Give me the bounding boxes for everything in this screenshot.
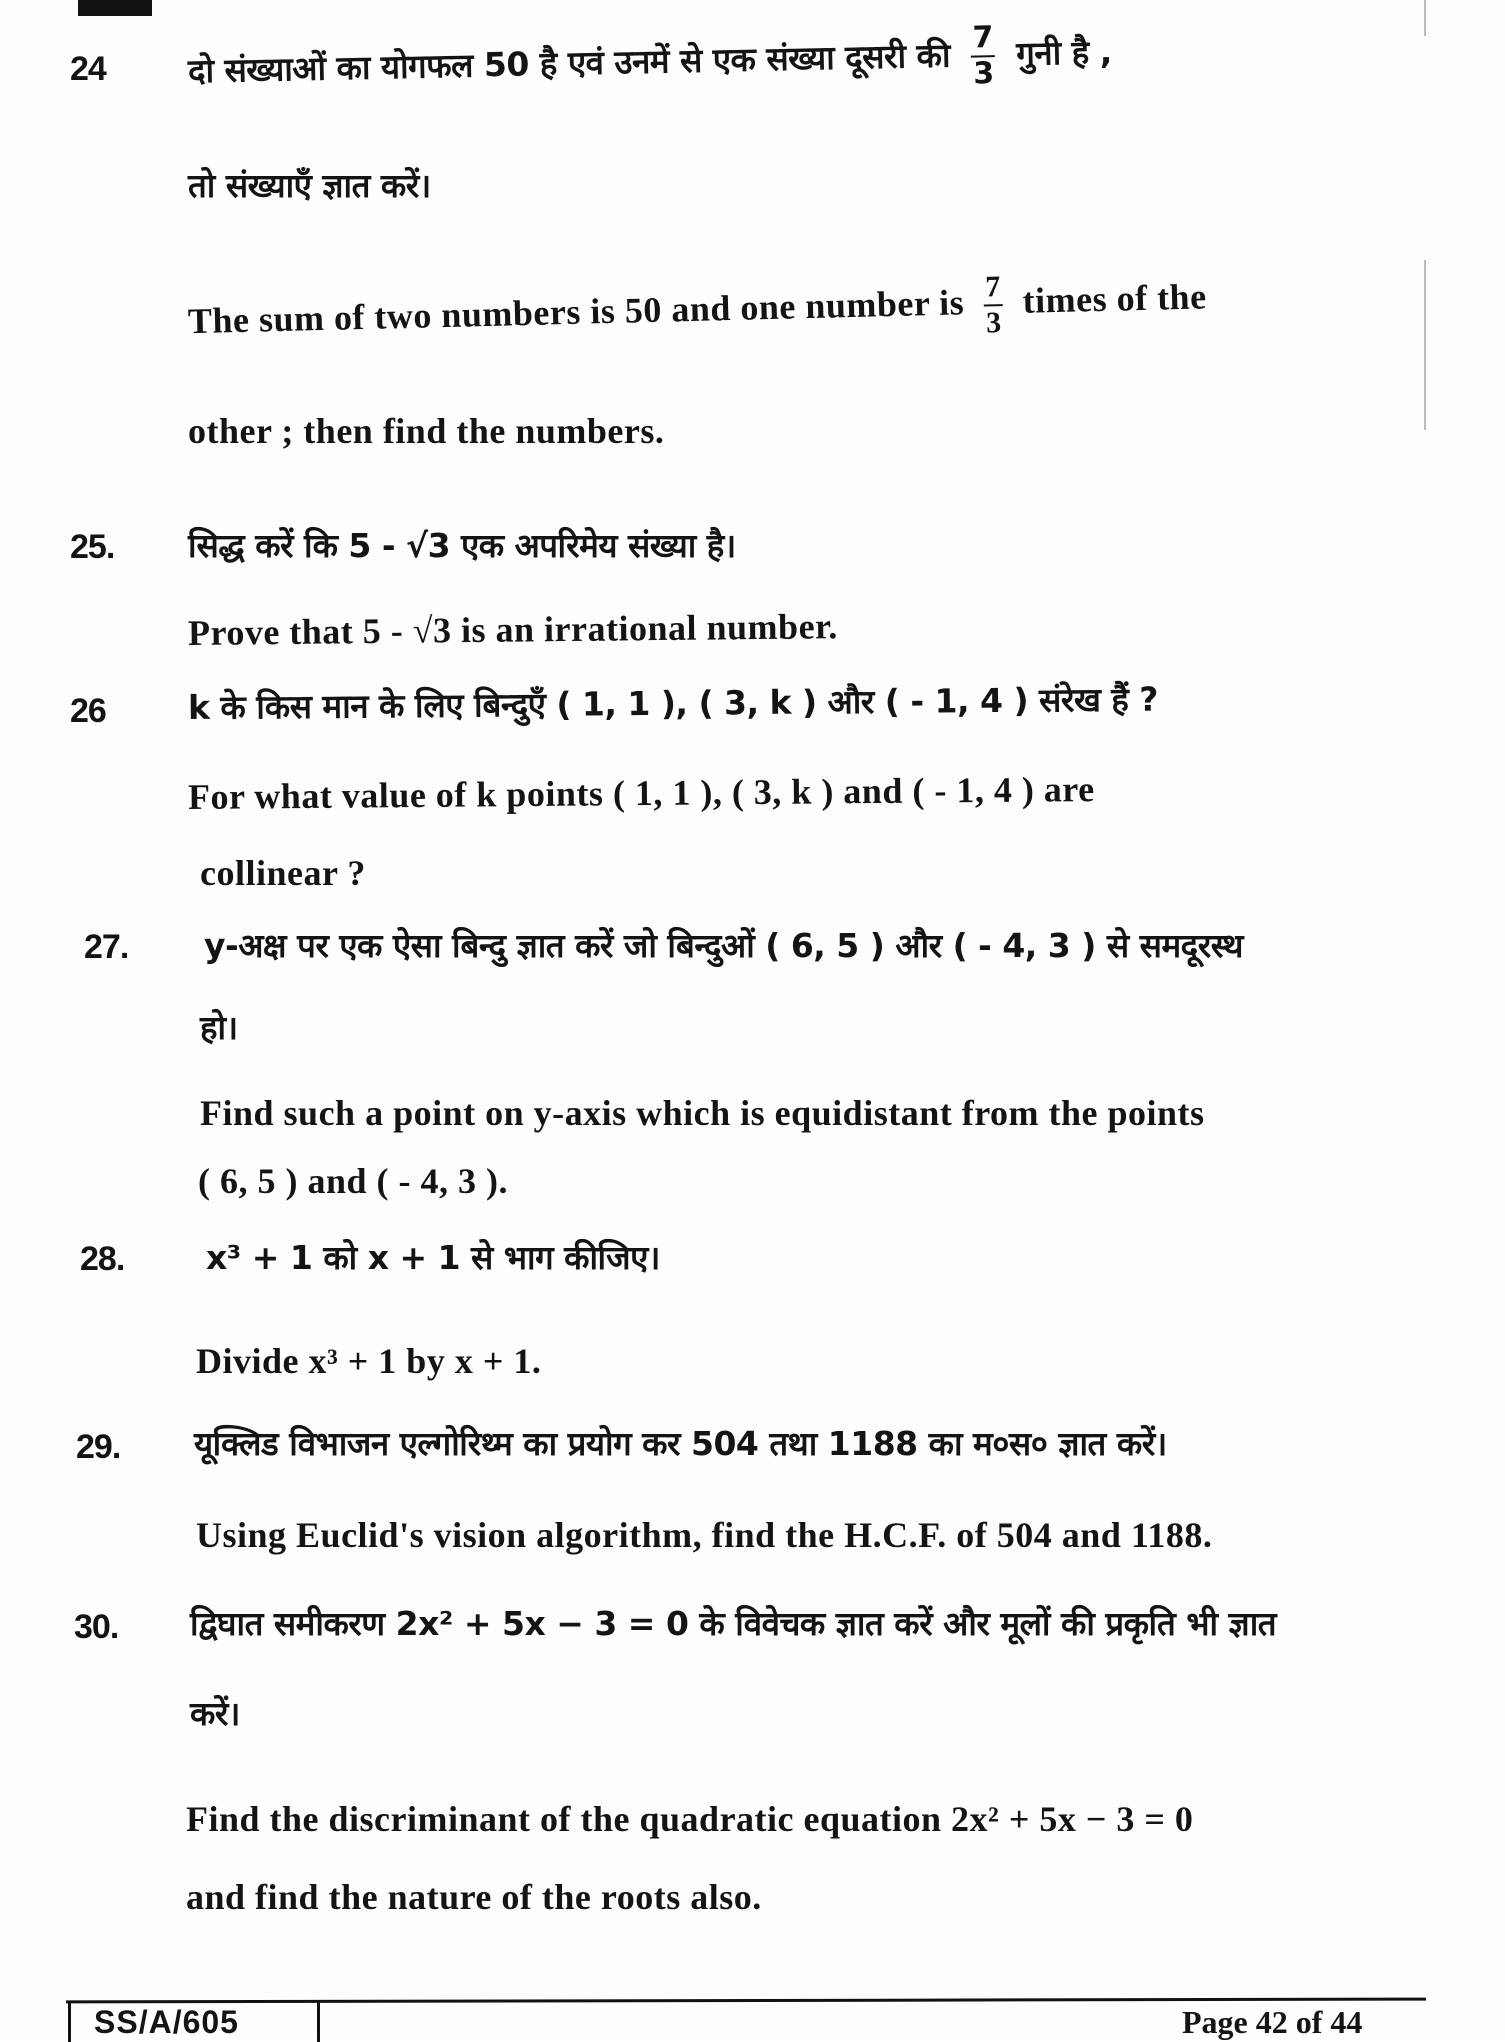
question-text-english: For what value of k points ( 1, 1 ), ( 3, k ) and ( - 1, 4 ) are — [187, 769, 1095, 817]
margin-rule — [1424, 0, 1426, 36]
question-number: 29. — [76, 1428, 121, 1466]
question-text-english: other ; then find the numbers. — [188, 411, 665, 451]
question-text-hindi: करें। — [190, 1694, 240, 1733]
question-text-english: collinear ? — [200, 853, 366, 893]
page-number: Page 42 of 44 — [1182, 2004, 1363, 2040]
question-text-english: Prove that 5 - √3 is an irrational number. — [187, 606, 838, 653]
fraction: $\frac{7}{3}$ — [972, 20, 995, 92]
question-text-english: and find the nature of the roots also. — [186, 1877, 762, 1917]
question-text-hindi: दो संख्याओं का योगफल 50 है एवं उनमें से एक संख्या दूसरी की $\frac{7}{3}$ गुनी है , — [187, 20, 1113, 92]
question-text-hindi: तो संख्याएँ ज्ञात करें। — [188, 166, 431, 205]
paper-code: SS/A/605 — [94, 2004, 239, 2040]
question-number: 30. — [74, 1608, 119, 1646]
question-text-english: ( 6, 5 ) and ( - 4, 3 ). — [198, 1161, 508, 1201]
question-text-hindi: y-अक्ष पर एक ऐसा बिन्दु ज्ञात करें जो बिन्दुओं ( 6, 5 ) और ( - 4, 3 ) से समदूरस्थ — [204, 926, 1243, 965]
question-text-hindi: k के किस मान के लिए बिन्दुएँ ( 1, 1 ), ( 3, k ) और ( - 1, 4 ) संरेख हैं ? — [187, 679, 1159, 727]
question-number: 25. — [70, 528, 115, 566]
question-text-english: Divide x³ + 1 by x + 1. — [196, 1341, 542, 1381]
scan-corner-mark — [78, 0, 152, 16]
question-number: 27. — [84, 928, 129, 966]
question-text-hindi: हो। — [200, 1008, 238, 1047]
question-text-english: Find such a point on y-axis which is equidistant from the points — [200, 1093, 1205, 1133]
question-text-hindi: द्विघात समीकरण 2x² + 5x − 3 = 0 के विवेचक ज्ञात करें और मूलों की प्रकृति भी ज्ञात — [190, 1604, 1277, 1643]
question-text-english: Find the discriminant of the quadratic equation 2x² + 5x − 3 = 0 — [186, 1799, 1194, 1839]
fraction: $\frac{7}{3}$ — [984, 270, 1003, 340]
question-text-hindi: यूक्लिड विभाजन एल्गोरिथ्म का प्रयोग कर 504 तथा 1188 का म०स० ज्ञात करें। — [194, 1424, 1167, 1463]
question-text-hindi: सिद्ध करें कि 5 - √3 एक अपरिमेय संख्या है। — [188, 526, 736, 565]
margin-rule — [1424, 260, 1426, 430]
question-text-hindi: x³ + 1 को x + 1 से भाग कीजिए। — [206, 1238, 660, 1277]
question-number: 28. — [80, 1240, 125, 1278]
question-text-english: The sum of two numbers is 50 and one number is $\frac{7}{3}$ times of the — [187, 270, 1207, 342]
question-text-english: Using Euclid's vision algorithm, find the H.C.F. of 504 and 1188. — [196, 1515, 1213, 1555]
question-number: 24 — [70, 50, 106, 88]
question-number: 26 — [70, 692, 106, 730]
